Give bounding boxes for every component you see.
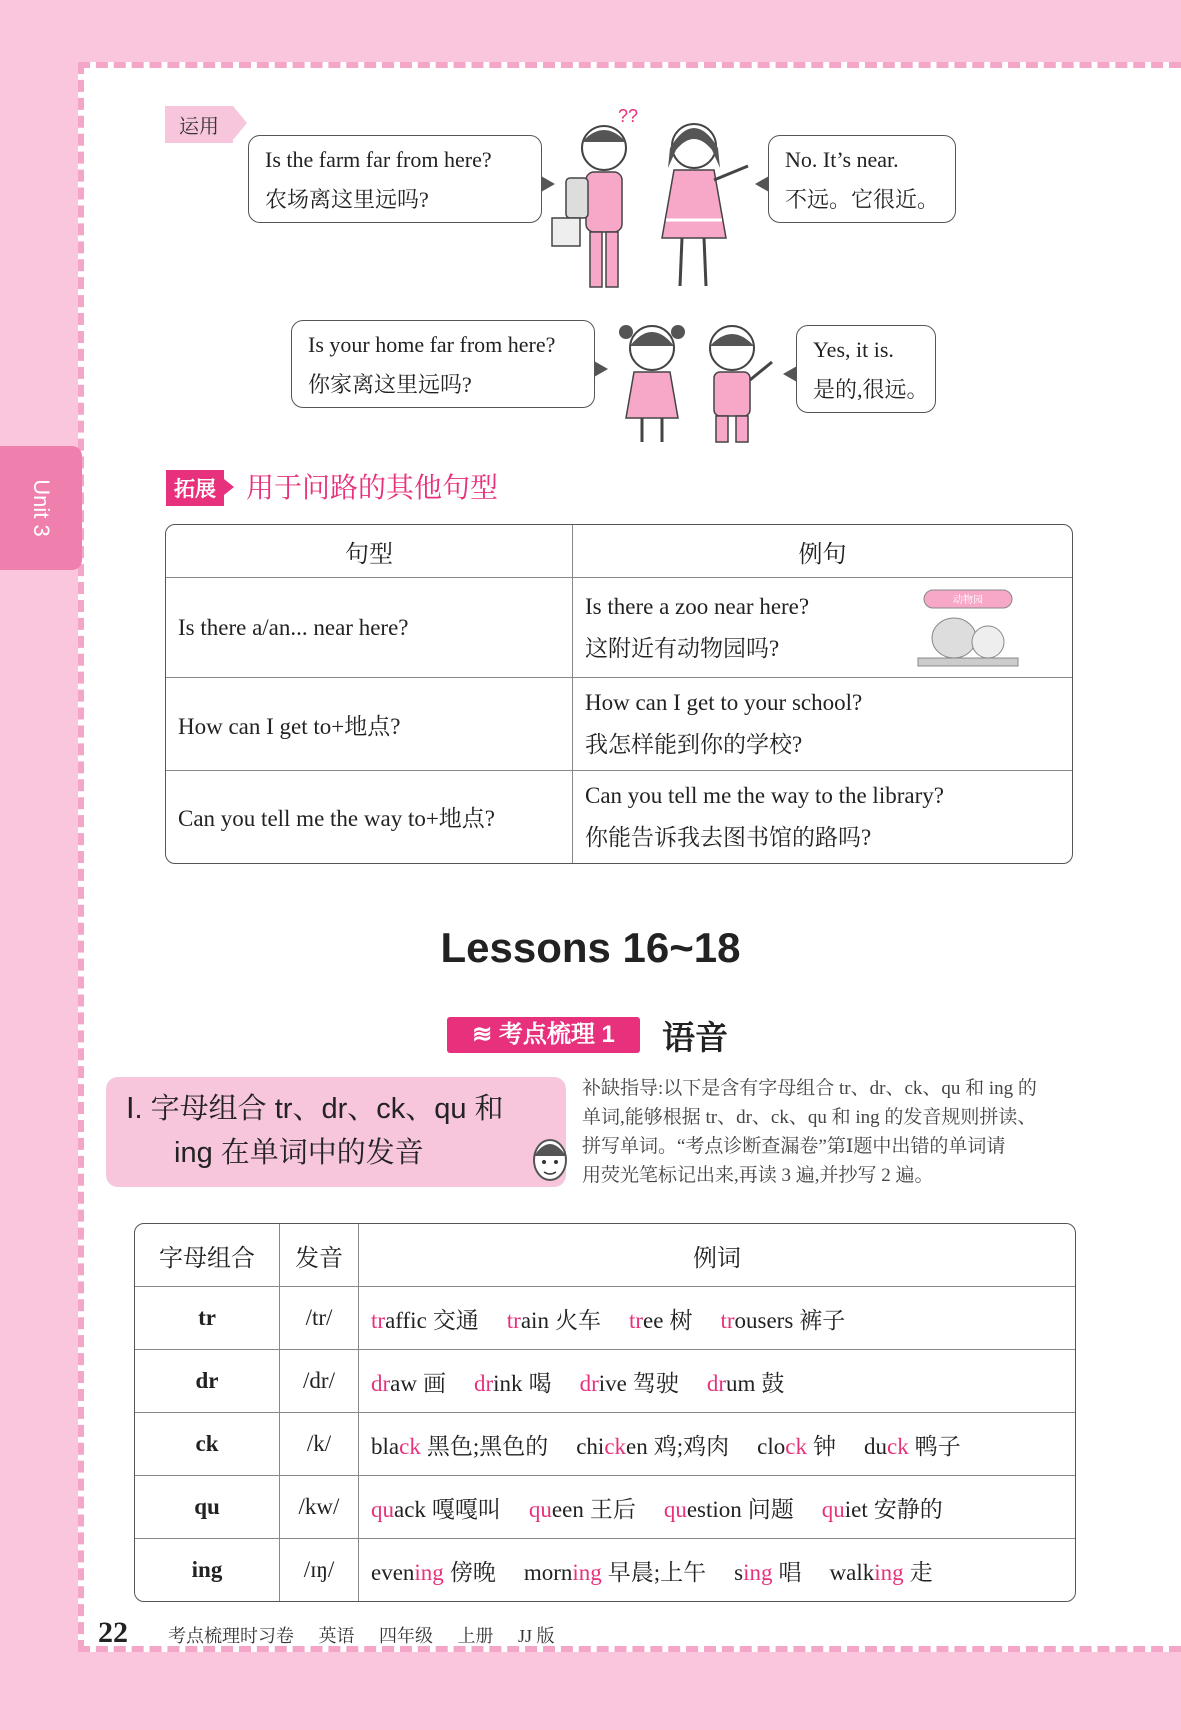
table-row	[166, 678, 1072, 771]
table-row	[166, 771, 1072, 863]
hint-line: 拼写单词。“考点诊断查漏卷”第Ⅰ题中出错的单词请	[582, 1136, 1006, 1157]
page-number: 22	[98, 1616, 128, 1649]
word-post: ousers	[734, 1307, 794, 1333]
hint-text	[582, 1074, 1082, 1190]
word-hl: tr	[628, 1307, 644, 1333]
lesson-title: Lessons 16~18	[440, 924, 741, 971]
footer-item: 英语	[318, 1626, 355, 1646]
word-hl: ck	[604, 1433, 627, 1459]
example-word	[757, 1434, 836, 1459]
word-pre: clo	[757, 1433, 786, 1459]
bubble-text-en: Yes, it is.	[813, 337, 894, 362]
word-cn: 画	[423, 1370, 446, 1396]
kaodian-badge: ≋ 考点梳理 1	[447, 1017, 640, 1053]
combo-cell: ck	[135, 1413, 280, 1476]
example-word	[371, 1560, 496, 1585]
word-hl: ing	[743, 1559, 773, 1585]
bubble-text-en: Is the farm far from here?	[265, 147, 492, 172]
word-cn: 安静的	[873, 1496, 943, 1522]
table-row	[166, 578, 1072, 678]
section-heading-line: ing 在单词中的发音	[174, 1137, 424, 1169]
words-cell	[359, 1476, 1076, 1539]
words-cell	[359, 1539, 1076, 1602]
example-word	[629, 1308, 692, 1333]
word-cn: 黑色;黑色的	[426, 1433, 549, 1459]
word-hl: qu	[371, 1496, 394, 1522]
word-cn: 喝	[528, 1370, 552, 1396]
word-post: ain	[520, 1307, 549, 1333]
word-cn: 交通	[432, 1307, 479, 1333]
words-cell	[359, 1287, 1076, 1350]
example-cell	[573, 578, 1073, 678]
kaodian-title: 语音	[662, 1019, 728, 1056]
extension-badge: 拓展	[166, 470, 224, 506]
word-hl: ck	[785, 1433, 807, 1459]
pattern-cell: How can I get to+地点?	[166, 678, 573, 771]
combo-cell: ing	[135, 1539, 280, 1602]
word-post: een	[551, 1496, 584, 1522]
example-word	[822, 1497, 943, 1522]
word-post: en	[626, 1433, 648, 1459]
zoo-gate-illustration	[914, 586, 1022, 670]
example-word	[371, 1434, 548, 1459]
example-word	[371, 1308, 479, 1333]
example-en: How can I get to your school?	[585, 690, 863, 715]
example-word	[474, 1371, 552, 1396]
words-cell	[359, 1350, 1076, 1413]
word-post: affic	[385, 1307, 427, 1333]
example-cell	[573, 678, 1073, 771]
patterns-table	[165, 524, 1073, 864]
patterns-header-pattern: 句型	[166, 525, 573, 578]
word-pre: chi	[576, 1433, 605, 1459]
children-illustration-pair-2	[612, 318, 782, 446]
table-row	[135, 1476, 1075, 1539]
example-word	[580, 1371, 679, 1396]
extension-title: 用于问路的其他句型	[246, 472, 499, 503]
word-post: estion	[686, 1496, 742, 1522]
word-cn: 问题	[747, 1496, 794, 1522]
speech-bubble-farm-answer	[768, 135, 956, 223]
bubble-text-cn: 是的,很远。	[813, 377, 929, 402]
hint-line: 用荧光笔标记出来,再读 3 遍,并抄写 2 遍。	[582, 1165, 934, 1186]
bubble-text-en: Is your home far from here?	[308, 332, 556, 357]
word-pre: bla	[371, 1433, 400, 1459]
table-row	[135, 1413, 1075, 1476]
section-heading-line: Ⅰ. 字母组合 tr、dr、ck、qu 和	[126, 1093, 504, 1125]
example-word	[864, 1434, 961, 1459]
sound-cell: /ɪŋ/	[280, 1539, 359, 1602]
table-row	[135, 1539, 1075, 1602]
hint-line: 单词,能够根据 tr、dr、ck、qu 和 ing 的发音规则拼读、	[582, 1107, 1037, 1128]
example-word	[371, 1371, 446, 1396]
words-cell	[359, 1413, 1076, 1476]
pattern-cell: Can you tell me the way to+地点?	[166, 771, 573, 863]
footer-item: 四年级	[379, 1626, 433, 1646]
footer-item: 考点梳理时习卷	[168, 1626, 294, 1646]
word-post: ee	[643, 1307, 664, 1333]
combo-cell: qu	[135, 1476, 280, 1539]
example-word	[529, 1497, 636, 1522]
word-hl: dr	[706, 1370, 727, 1396]
sound-cell: /tr/	[280, 1287, 359, 1350]
word-hl: qu	[528, 1496, 552, 1522]
speech-bubble-home-question	[291, 320, 595, 408]
combo-cell: dr	[135, 1350, 280, 1413]
sound-cell: /kw/	[280, 1476, 359, 1539]
phonics-header-combo: 字母组合	[135, 1224, 280, 1287]
example-cn: 你能告诉我去图书馆的路吗?	[585, 824, 872, 850]
word-pre: even	[371, 1559, 415, 1585]
word-hl: ck	[886, 1433, 909, 1459]
speech-bubble-home-answer	[796, 325, 936, 413]
example-en: Is there a zoo near here?	[585, 593, 810, 619]
word-hl: tr	[720, 1307, 735, 1333]
word-post: ack	[394, 1496, 426, 1522]
word-hl: dr	[579, 1370, 599, 1396]
word-cn: 钟	[812, 1433, 836, 1459]
example-word	[830, 1560, 933, 1585]
word-cn: 鼓	[761, 1370, 785, 1396]
word-pre: walk	[829, 1559, 875, 1585]
phonics-header-sound: 发音	[280, 1224, 359, 1287]
word-post: iet	[844, 1496, 868, 1522]
word-pre: s	[734, 1559, 744, 1585]
example-word	[507, 1308, 601, 1333]
word-cn: 唱	[778, 1559, 802, 1585]
word-hl: dr	[371, 1370, 391, 1396]
example-word	[664, 1497, 794, 1522]
speech-bubble-farm-question	[248, 135, 542, 223]
word-cn: 鸭子	[914, 1433, 961, 1459]
bubble-text-cn: 农场离这里远吗?	[265, 187, 429, 212]
unit-tab-label: Unit 3	[29, 479, 54, 537]
word-post: ive	[598, 1370, 627, 1396]
children-illustration-pair-1	[548, 108, 763, 298]
table-row	[135, 1287, 1075, 1350]
word-cn: 驾驶	[632, 1370, 679, 1396]
table-row	[135, 1350, 1075, 1413]
word-pre: du	[863, 1433, 887, 1459]
unit-side-tab	[0, 446, 82, 570]
footer-item: 上册	[457, 1626, 494, 1646]
example-cn: 我怎样能到你的学校?	[585, 732, 803, 757]
word-cn: 火车	[554, 1307, 601, 1333]
bubble-text-en: No. It’s near.	[785, 147, 899, 172]
bubble-text-cn: 你家离这里远吗?	[308, 372, 472, 397]
example-en: Can you tell me the way to the library?	[585, 782, 944, 808]
question-marks-icon: ??	[618, 108, 639, 126]
apply-tag: 运用	[165, 106, 233, 143]
sound-cell: /k/	[280, 1413, 359, 1476]
combo-cell: tr	[135, 1287, 280, 1350]
word-hl: dr	[474, 1370, 494, 1396]
section-heading-box	[106, 1077, 566, 1187]
footer-info	[168, 1622, 575, 1648]
word-hl: ing	[874, 1559, 904, 1585]
word-hl: ck	[399, 1433, 421, 1459]
example-cn: 这附近有动物园吗?	[585, 635, 780, 661]
example-word	[371, 1497, 501, 1522]
patterns-header-example: 例句	[573, 525, 1073, 578]
word-hl: ing	[414, 1559, 444, 1585]
example-word	[707, 1371, 785, 1396]
sound-cell: /dr/	[280, 1350, 359, 1413]
word-cn: 走	[909, 1559, 933, 1585]
bubble-text-cn: 不远。它很近。	[785, 187, 940, 212]
word-cn: 树	[669, 1307, 693, 1333]
word-hl: qu	[821, 1496, 845, 1522]
word-cn: 嘎嘎叫	[431, 1496, 501, 1522]
word-cn: 早晨;上午	[607, 1559, 707, 1585]
word-cn: 鸡;鸡肉	[653, 1433, 730, 1459]
hint-line: 补缺指导:以下是含有字母组合 tr、dr、ck、qu 和 ing 的	[582, 1078, 1037, 1099]
word-hl: tr	[506, 1307, 521, 1333]
footer-item: JJ 版	[518, 1626, 555, 1646]
word-post: aw	[390, 1370, 417, 1396]
pattern-cell: Is there a/an... near here?	[166, 578, 573, 678]
example-word	[720, 1308, 845, 1333]
word-post: ink	[493, 1370, 523, 1396]
word-cn: 傍晚	[449, 1559, 496, 1585]
word-hl: tr	[371, 1307, 386, 1333]
example-word	[734, 1560, 801, 1585]
word-pre: morn	[523, 1559, 573, 1585]
word-cn: 裤子	[799, 1307, 846, 1333]
phonics-header-words: 例词	[359, 1224, 1076, 1287]
example-word	[576, 1434, 729, 1459]
phonics-table	[134, 1223, 1076, 1602]
example-cell	[573, 771, 1073, 863]
word-hl: ing	[572, 1559, 602, 1585]
word-post: um	[726, 1370, 756, 1396]
word-cn: 王后	[589, 1496, 636, 1522]
example-word	[524, 1560, 706, 1585]
zoo-sign-text: 动物园	[953, 595, 983, 606]
boy-face-icon	[528, 1130, 572, 1188]
word-hl: qu	[663, 1496, 687, 1522]
